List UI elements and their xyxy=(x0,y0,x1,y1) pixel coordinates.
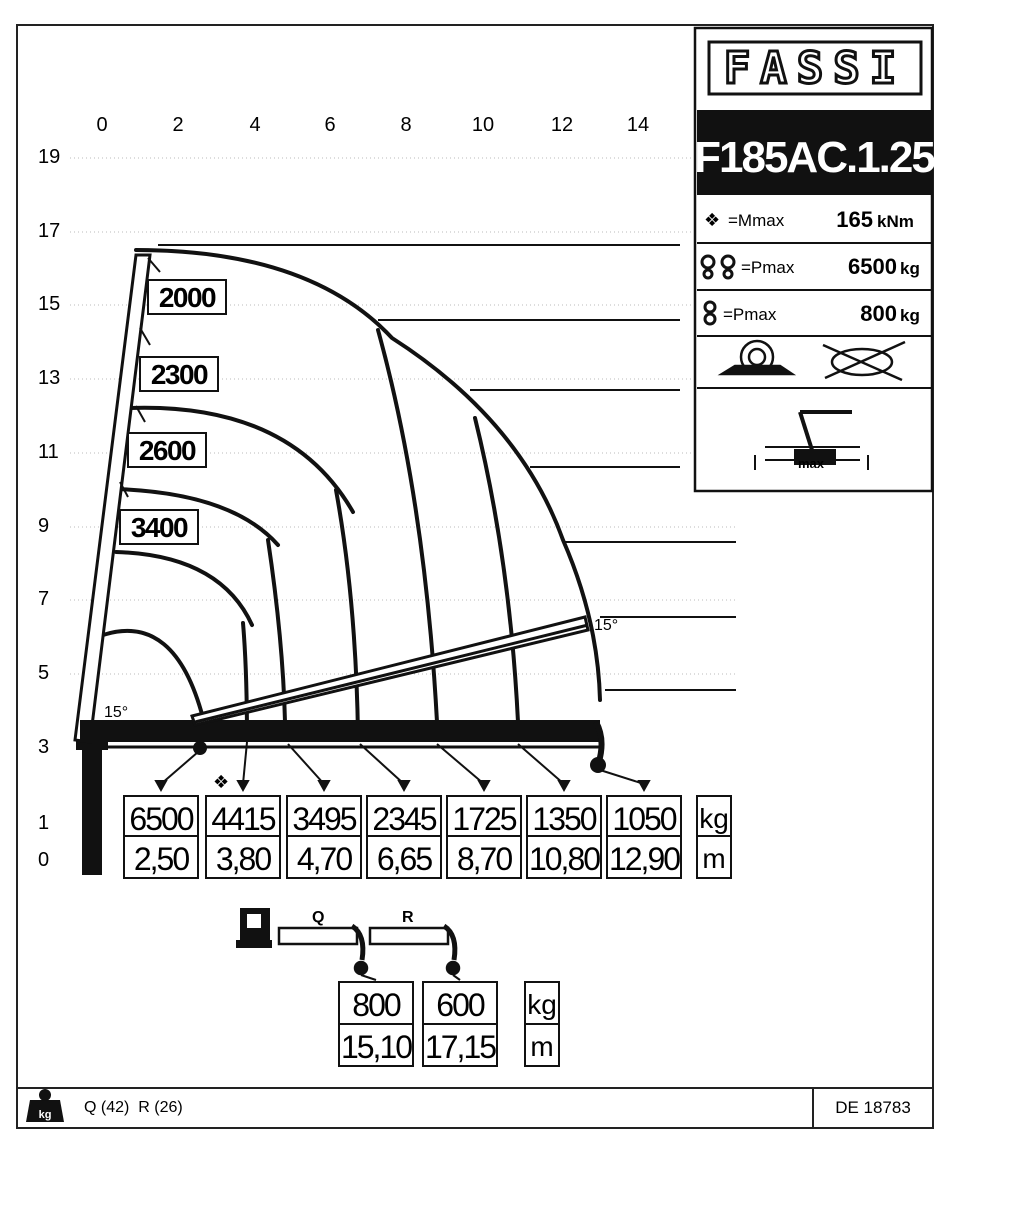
mmax-label: =Mmax xyxy=(728,211,785,230)
pmax2-unit: kg xyxy=(900,306,920,325)
load-arrow xyxy=(437,744,484,784)
x-axis-ticks xyxy=(96,114,649,136)
extension-label-q: Q xyxy=(312,909,325,926)
load-arrowhead xyxy=(399,781,409,790)
radius-value: 4,70 xyxy=(296,841,352,877)
radius-value: 3,80 xyxy=(215,841,271,877)
pmax-value: 6500 xyxy=(848,254,897,279)
load-arrow xyxy=(288,744,324,784)
ext-arrow xyxy=(361,975,376,980)
y-tick-label: 7 xyxy=(38,588,50,610)
reach-curve-2 xyxy=(116,552,252,625)
spec-panel xyxy=(694,28,935,491)
load-arrowhead xyxy=(639,781,649,790)
y-tick-label: 0 xyxy=(38,849,50,871)
radius-value: 2,50 xyxy=(133,841,189,877)
load-value: 3495 xyxy=(292,801,356,837)
x-tick-label: 10 xyxy=(471,114,495,136)
y-tick-label: 11 xyxy=(38,441,59,463)
extension-label-r: R xyxy=(402,909,414,926)
ext-radius-value: 17,15 xyxy=(424,1029,496,1065)
load-arrow xyxy=(600,770,644,784)
x-tick-label: 2 xyxy=(172,114,184,136)
load-arrowhead xyxy=(559,781,569,790)
y-tick-label: 19 xyxy=(38,146,61,168)
pmax-label: =Pmax xyxy=(741,258,795,277)
load-arrowhead xyxy=(238,781,248,790)
load-arrowhead xyxy=(156,781,166,790)
load-value: 4415 xyxy=(211,801,275,837)
ext-arrow xyxy=(453,975,460,980)
curve-label: 2600 xyxy=(138,435,196,466)
x-tick-label: 14 xyxy=(626,114,650,136)
y-axis-ticks xyxy=(38,146,60,871)
pmax-unit: kg xyxy=(900,259,920,278)
pmax2-label: =Pmax xyxy=(723,305,777,324)
inclined-boom xyxy=(192,617,588,725)
radius-value: 8,70 xyxy=(456,841,512,877)
angle-label-tip: 15° xyxy=(594,617,619,634)
ext-load-value: 600 xyxy=(436,987,484,1023)
radius-value: 6,65 xyxy=(376,841,432,877)
load-arrowhead xyxy=(319,781,329,790)
truck-cab-icon xyxy=(236,908,272,948)
y-tick-label: 1 xyxy=(38,812,50,834)
extension-weights: Q (42) R (26) xyxy=(84,1099,183,1116)
brand-logo-text: FASSI xyxy=(723,43,907,94)
load-value: 6500 xyxy=(129,801,193,837)
mmax-value: 165 xyxy=(836,207,873,232)
y-tick-label: 13 xyxy=(38,367,61,389)
extension-table xyxy=(339,975,559,1066)
model-title: F185AC.1.25 xyxy=(694,133,934,182)
x-tick-label: 0 xyxy=(96,114,108,136)
load-arrow xyxy=(161,752,198,784)
load-value: 1350 xyxy=(532,801,596,837)
load-table-arrows xyxy=(156,742,649,790)
x-tick-label: 8 xyxy=(400,114,412,136)
load-value: 2345 xyxy=(372,801,436,837)
moment-icon-small: ❖ xyxy=(213,772,230,793)
load-arrowhead xyxy=(479,781,489,790)
ext-radius-unit: m xyxy=(530,1031,554,1062)
ext-load-unit: kg xyxy=(527,989,557,1020)
mmax-unit: kNm xyxy=(877,212,914,231)
curve-label: 2300 xyxy=(150,359,208,390)
diamond-cross-icon: ❖ xyxy=(704,210,721,231)
load-value: 1050 xyxy=(612,801,676,837)
y-tick-label: 3 xyxy=(38,736,50,758)
radius-value: 12,90 xyxy=(608,841,680,877)
x-tick-label: 12 xyxy=(550,114,574,136)
curve-label: 3400 xyxy=(130,512,188,543)
y-tick-label: 9 xyxy=(38,515,50,537)
angle-label-base: 15° xyxy=(104,704,129,721)
extension-diagram xyxy=(279,926,459,974)
radius-value: 10,80 xyxy=(528,841,600,877)
load-arrow xyxy=(360,744,404,784)
grid-lines xyxy=(70,158,736,690)
y-tick-label: 5 xyxy=(38,662,50,684)
x-tick-label: 4 xyxy=(249,114,261,136)
load-table xyxy=(124,796,731,878)
pmax2-value: 800 xyxy=(860,301,897,326)
load-unit: kg xyxy=(699,803,729,834)
x-tick-label: 6 xyxy=(324,114,336,136)
ext-radius-value: 15,10 xyxy=(340,1029,412,1065)
ext-load-value: 800 xyxy=(352,987,400,1023)
stabilizer-max-label: max xyxy=(797,456,825,471)
weight-icon-label: kg xyxy=(38,1109,52,1121)
curve-label: 2000 xyxy=(158,282,216,313)
load-value: 1725 xyxy=(452,801,516,837)
crane-column xyxy=(75,255,150,875)
radius-drop-5 xyxy=(475,418,518,722)
load-arrow xyxy=(518,744,564,784)
y-tick-label: 17 xyxy=(38,220,61,242)
y-tick-label: 15 xyxy=(38,293,61,315)
crane-boom xyxy=(80,720,606,773)
radius-unit: m xyxy=(702,843,726,874)
document-code: DE 18783 xyxy=(835,1098,911,1117)
